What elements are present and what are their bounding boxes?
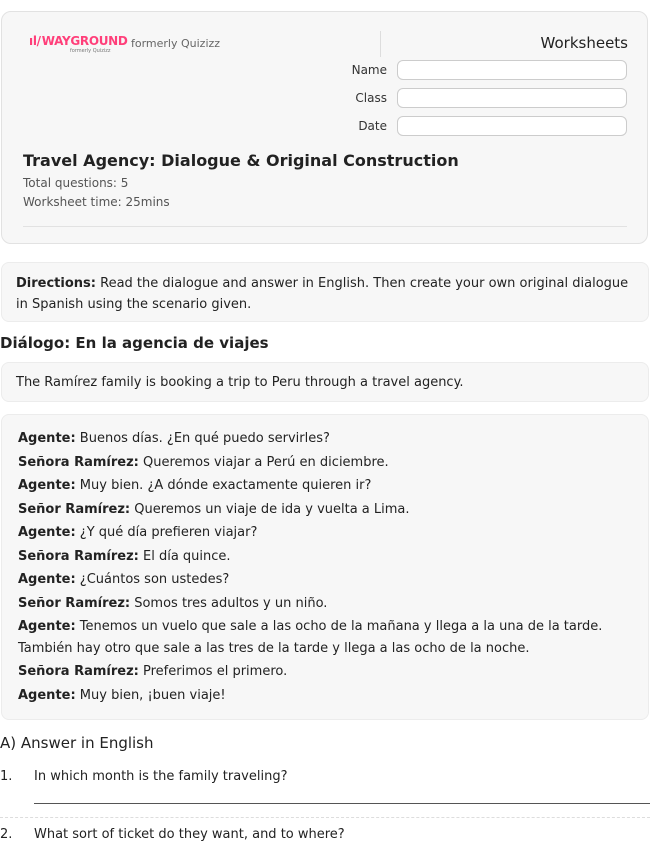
brand-logo [29,34,128,54]
class-label: Class [355,91,387,105]
context-text: The Ramírez family is booking a trip to Peru through a travel agency. [16,375,464,390]
directions-label: Directions: [16,276,96,291]
question-text: In which month is the family traveling? [34,769,288,784]
dialogue-line [18,684,632,708]
line-text: Buenos días. ¿En qué puedo servirles? [75,431,330,446]
speaker: Agente: [18,687,76,703]
header-divider [380,31,381,57]
speaker: Señora Ramírez: [18,664,139,679]
header-rule [23,226,627,227]
directions-text: Read the dialogue and answer in English. Then create your own original dialogue in Spanish using the scenario given. [16,276,629,312]
line-text: Somos tres adultos y un niño. [130,595,328,611]
dialogue-line [18,616,632,659]
context-box [1,362,649,402]
date-field[interactable] [397,116,627,136]
formerly-label: formerly Quizizz [131,37,221,50]
line-text: ¿Y qué día prefieren viajar? [75,525,258,540]
speaker: Agente: [18,619,76,634]
name-label: Name [351,63,387,77]
speaker: Señor Ramírez: [18,501,131,517]
logo-subtext: formerly Quizizz [70,48,111,54]
dialogue-box [1,414,649,720]
name-field[interactable] [397,60,627,80]
line-text: ¿Cuántos son ustedes? [75,572,230,587]
line-text: Queremos viajar a Perú en diciembre. [138,454,389,470]
question-number: 2. [0,827,13,842]
dialogue-line [18,545,632,569]
speaker: Señora Ramírez: [18,548,139,564]
dialogue-heading: Diálogo: En la agencia de viajes [0,334,269,352]
speaker: Agente: [18,431,76,446]
dialogue-line [18,451,632,475]
class-field[interactable] [397,88,627,108]
section-a-heading: A) Answer in English [0,734,154,752]
logo-mark-icon: ıl/ [29,34,41,48]
speaker: Señor Ramírez: [18,595,131,611]
total-questions: Total questions: 5 [23,176,129,190]
dialogue-line [18,498,632,522]
date-label: Date [358,119,387,133]
answer-line[interactable] [34,803,650,804]
speaker: Agente: [18,478,76,493]
line-text: El día quince. [138,548,231,564]
speaker: Agente: [18,572,76,587]
dialogue-line [18,660,632,684]
worksheet-time: Worksheet time: 25mins [23,195,170,209]
line-text: Preferimos el primero. [138,664,288,679]
dialogue-line [18,521,632,545]
speaker: Señora Ramírez: [18,454,139,470]
dialogue-line [18,427,632,451]
dialogue-line [18,592,632,616]
worksheets-label: Worksheets [540,34,628,52]
line-text: Muy bien, ¡buen viaje! [75,687,226,703]
dialogue-line [18,474,632,498]
directions-box [1,262,649,322]
logo-text: WAYGROUND [41,34,128,48]
question-separator [0,817,650,818]
speaker: Agente: [18,525,76,540]
line-text: Queremos un viaje de ida y vuelta a Lima. [130,501,410,517]
dialogue-line [18,568,632,592]
line-text: Muy bien. ¿A dónde exactamente quieren ir? [75,478,372,493]
question-number: 1. [0,769,13,784]
worksheet-title: Travel Agency: Dialogue & Original Construction [23,151,459,170]
question-text: What sort of ticket do they want, and to where? [34,827,345,842]
line-text: Tenemos un vuelo que sale a las ocho de la mañana y llega a la una de la tarde. También hay otro que sale a las tres de la tarde y llega a las ocho de la noche. [18,619,603,656]
